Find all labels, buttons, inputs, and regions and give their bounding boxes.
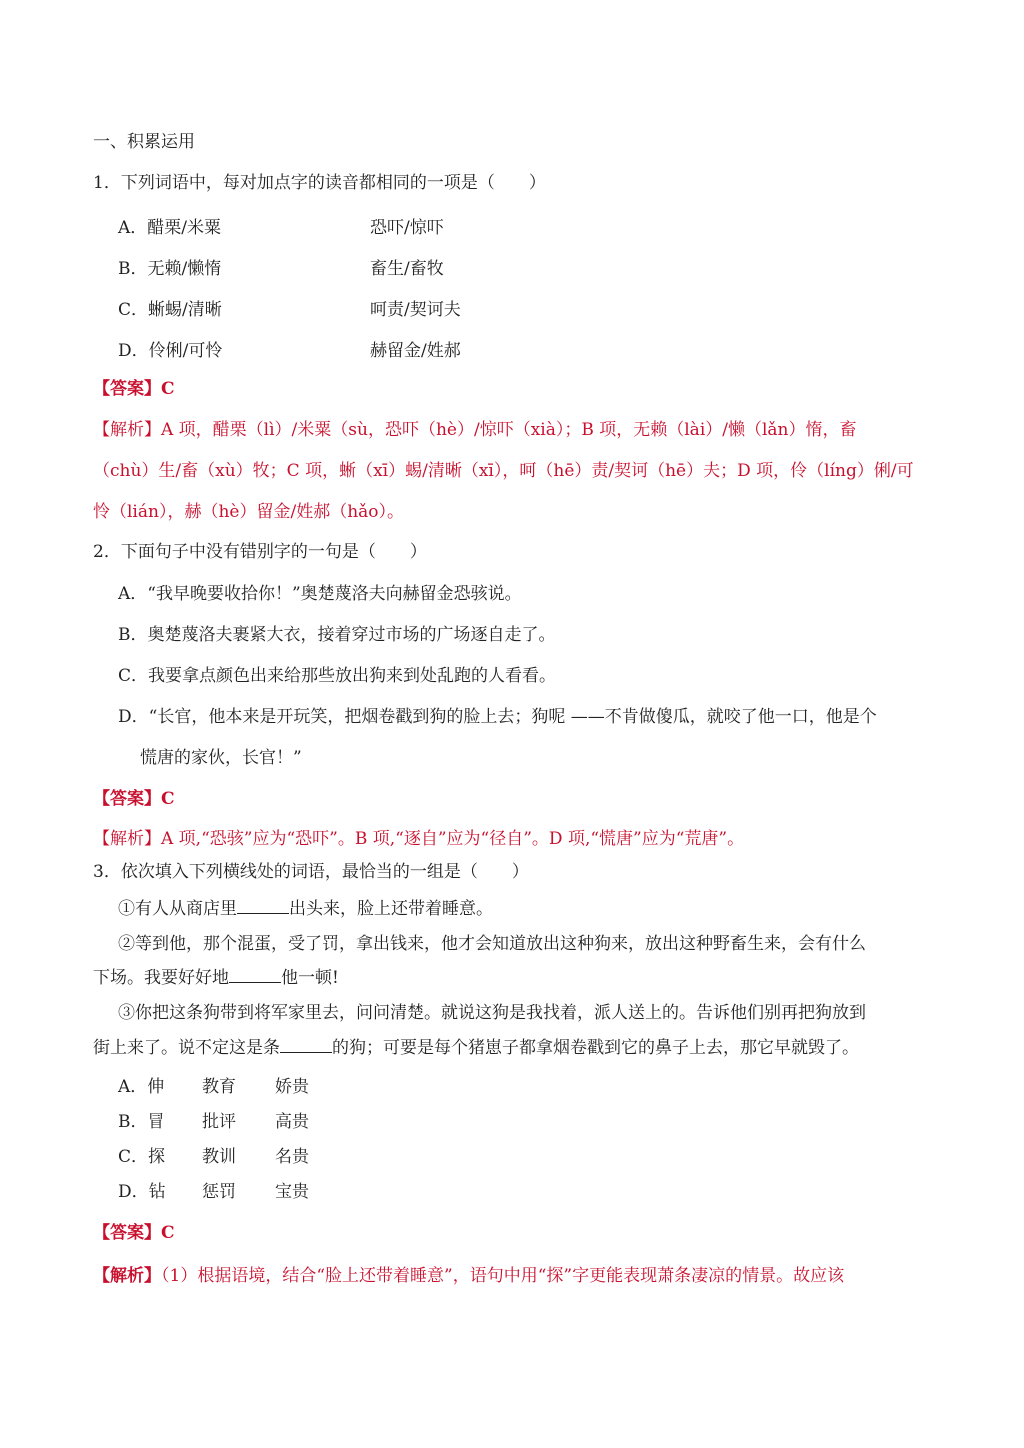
q2-answer: 【答案】C: [93, 789, 175, 809]
q2-stem: 2．下面句子中没有错别字的一句是（ ）: [93, 542, 427, 562]
q1-option-c-right: 呵责/契诃夫: [370, 300, 461, 320]
q3-option-d-word-3: 宝贵: [275, 1182, 309, 1202]
q2-option-d-line-1: D．“长官，他本来是开玩笑，把烟卷戳到狗的脸上去；狗呢 ——不肯做傻瓜，就咬了他一口，他是个: [118, 707, 877, 727]
q2-option-a: A．“我早晚要收拾你！”奥楚蔑洛夫向赫留金恐骇说。: [118, 584, 522, 604]
q1-option-a-left: A．醋栗/米粟: [118, 218, 222, 238]
q3-p3-line-2: [93, 1036, 859, 1060]
q3-option-b-word-3: 高贵: [275, 1112, 309, 1132]
q3-option-c-label: C．探: [118, 1147, 166, 1167]
q3-option-d-word-2: 惩罚: [202, 1182, 236, 1202]
q1-option-a-right: 恐吓/惊吓: [370, 218, 444, 238]
fill-blank-1: [237, 897, 289, 914]
q1-stem: 1．下列词语中，每对加点字的读音都相同的一项是（ ）: [93, 173, 546, 193]
q3-option-c-word-2: 教训: [202, 1147, 236, 1167]
q3-analysis-tag: 【解析】: [93, 1266, 161, 1286]
q1-answer: 【答案】C: [93, 379, 175, 399]
q1-option-b-left: B．无赖/懒惰: [118, 259, 222, 279]
q3-p1-text-a: ①有人从商店里: [118, 899, 237, 919]
q2-option-d-line-2: 慌唐的家伙，长官！”: [140, 748, 302, 768]
q2-option-b: B．奥楚蔑洛夫裹紧大衣，接着穿过市场的广场逐自走了。: [118, 625, 556, 645]
q3-p2-text-b: 他一顿!: [281, 968, 339, 988]
q2-analysis: 【解析】A 项,“恐骇”应为“恐吓”。B 项,“逐自”应为“径自”。D 项,“慌唐”应为“荒唐”。: [93, 829, 745, 849]
q1-analysis-line-3: 怜（lián），赫（hè）留金/姓郝（hǎo）。: [93, 502, 405, 522]
q1-option-d-right: 赫留金/姓郝: [370, 341, 461, 361]
section-title: 一、积累运用: [93, 132, 195, 152]
q3-option-a-word-2: 教育: [202, 1077, 236, 1097]
q3-p2-text-a: 下场。我要好好地: [93, 968, 229, 988]
q3-analysis: [93, 1264, 844, 1288]
q3-p1-text-b: 出头来，脸上还带着睡意。: [289, 899, 493, 919]
q3-option-d-label: D．钻: [118, 1182, 166, 1202]
fill-blank-2: [229, 966, 281, 983]
q3-p2-line-2: [93, 966, 339, 990]
q3-answer: 【答案】C: [93, 1223, 175, 1243]
q3-stem: 3．依次填入下列横线处的词语，最恰当的一组是（ ）: [93, 862, 529, 882]
q1-option-d-left: D．伶俐/可怜: [118, 341, 223, 361]
q3-option-b-word-2: 批评: [202, 1112, 236, 1132]
q1-analysis-line-2: （chù）生/畜（xù）牧；C 项，蜥（xī）蜴/清晰（xī），呵（hē）责/契诃（hē）夫；D 项，伶（líng）俐/可: [93, 461, 914, 481]
q1-analysis-line-1: 【解析】A 项，醋栗（lì）/米粟（sù，恐吓（hè）/惊吓（xià）；B 项，无赖（lài）/懒（lǎn）惰，畜: [93, 420, 857, 440]
q3-option-a-label: A．伸: [118, 1077, 165, 1097]
q3-analysis-text: （1）根据语境，结合“脸上还带着睡意”，语句中用“探”字更能表现萧条凄凉的情景。故应该: [161, 1266, 845, 1286]
q3-p3-text-b: 的狗；可要是每个猪崽子都拿烟卷戳到它的鼻子上去，那它早就毁了。: [332, 1038, 859, 1058]
q1-option-c-left: C．蜥蜴/清晰: [118, 300, 222, 320]
q3-p3-text-a: 街上来了。说不定这是条: [93, 1038, 280, 1058]
q1-option-b-right: 畜生/畜牧: [370, 259, 444, 279]
q3-p3-line-1: ③你把这条狗带到将军家里去，问问清楚。就说这狗是我找着，派人送上的。告诉他们别再把狗放到: [118, 1003, 866, 1023]
q2-option-c: C．我要拿点颜色出来给那些放出狗来到处乱跑的人看看。: [118, 666, 557, 686]
q3-option-a-word-3: 娇贵: [275, 1077, 309, 1097]
fill-blank-3: [280, 1036, 332, 1053]
q3-option-b-label: B．冒: [118, 1112, 165, 1132]
q3-paragraph-1: [118, 897, 493, 921]
q3-option-c-word-3: 名贵: [275, 1147, 309, 1167]
q3-p2-line-1: ②等到他，那个混蛋，受了罚，拿出钱来，他才会知道放出这种狗来，放出这种野畜生来，会有什么: [118, 934, 866, 954]
